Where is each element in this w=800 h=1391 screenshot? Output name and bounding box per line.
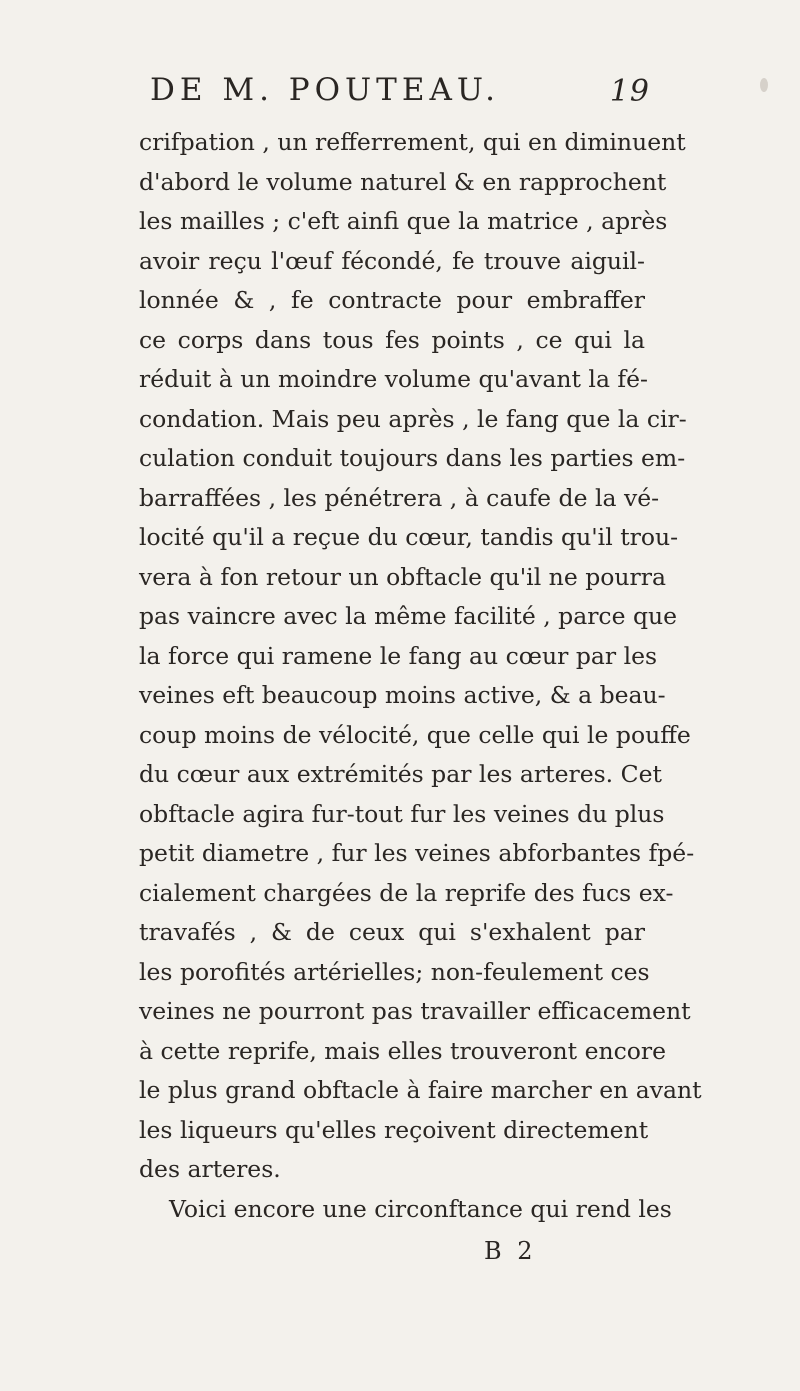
- text-line-paragraph-end: des arteres.: [139, 1155, 281, 1183]
- text-line: locité qu'il a reçue du cœur, tandis qu'il trou-: [139, 523, 679, 551]
- running-head: [150, 72, 650, 112]
- text-line: petit diametre , fur les veines abforbantes fpé-: [139, 839, 695, 867]
- text-line: veines ne pourront pas travailler efficacement: [139, 997, 691, 1025]
- text-line: avoir reçu l'œuf fécondé, fe trouve aiguil-: [139, 246, 645, 275]
- text-line: coup moins de vélocité, que celle qui le pouffe: [139, 720, 691, 749]
- text-line: les mailles ; c'eft ainfi que la matrice , après: [139, 207, 668, 235]
- text-line: les liqueurs qu'elles reçoivent directement: [139, 1115, 649, 1144]
- page-number: 19: [609, 74, 650, 109]
- text-line: à cette reprife, mais elles trouveront encore: [139, 1036, 667, 1065]
- text-line: veines eft beaucoup moins active, & a beau-: [139, 681, 666, 709]
- running-head-title: DE M. POUTEAU.: [150, 72, 501, 108]
- text-line: réduit à un moindre volume qu'avant la fé-: [139, 365, 648, 393]
- text-line: pas vaincre avec la même facilité , parce que: [139, 602, 678, 630]
- text-line: lonnée & , fe contracte pour embraffer: [139, 286, 645, 314]
- text-line: travafés , & de ceux qui s'exhalent par: [139, 918, 645, 946]
- text-line: les porofités artérielles; non-feulement ces: [139, 957, 650, 986]
- text-line: vera à fon retour un obftacle qu'il ne pourra: [139, 562, 666, 591]
- text-line: la force qui ramene le fang au cœur par les: [139, 641, 658, 670]
- text-line: le plus grand obftacle à faire marcher en avant: [139, 1076, 702, 1104]
- text-line: barraffées , les pénétrera , à caufe de la vé-: [139, 483, 660, 512]
- text-line: d'abord le volume naturel & en rapprochent: [139, 167, 667, 196]
- ink-spot: [760, 78, 768, 92]
- text-line: du cœur aux extrémités par les arteres. Cet: [139, 760, 662, 788]
- text-line: culation conduit toujours dans les parties em-: [139, 444, 686, 472]
- text-line: ce corps dans tous fes points , ce qui la: [139, 325, 645, 354]
- text-line: crifpation , un refferrement, qui en diminuent: [139, 128, 686, 156]
- text-line-paragraph-start: Voici encore une circonftance qui rend les: [169, 1194, 672, 1223]
- signature-mark: B 2: [484, 1237, 537, 1265]
- body-text: [139, 123, 702, 1229]
- text-line: cialement chargées de la reprife des fucs ex-: [139, 878, 674, 907]
- text-line: obftacle agira fur-tout fur les veines du plus: [139, 799, 665, 828]
- text-line: condation. Mais peu après , le fang que la cir-: [139, 404, 687, 433]
